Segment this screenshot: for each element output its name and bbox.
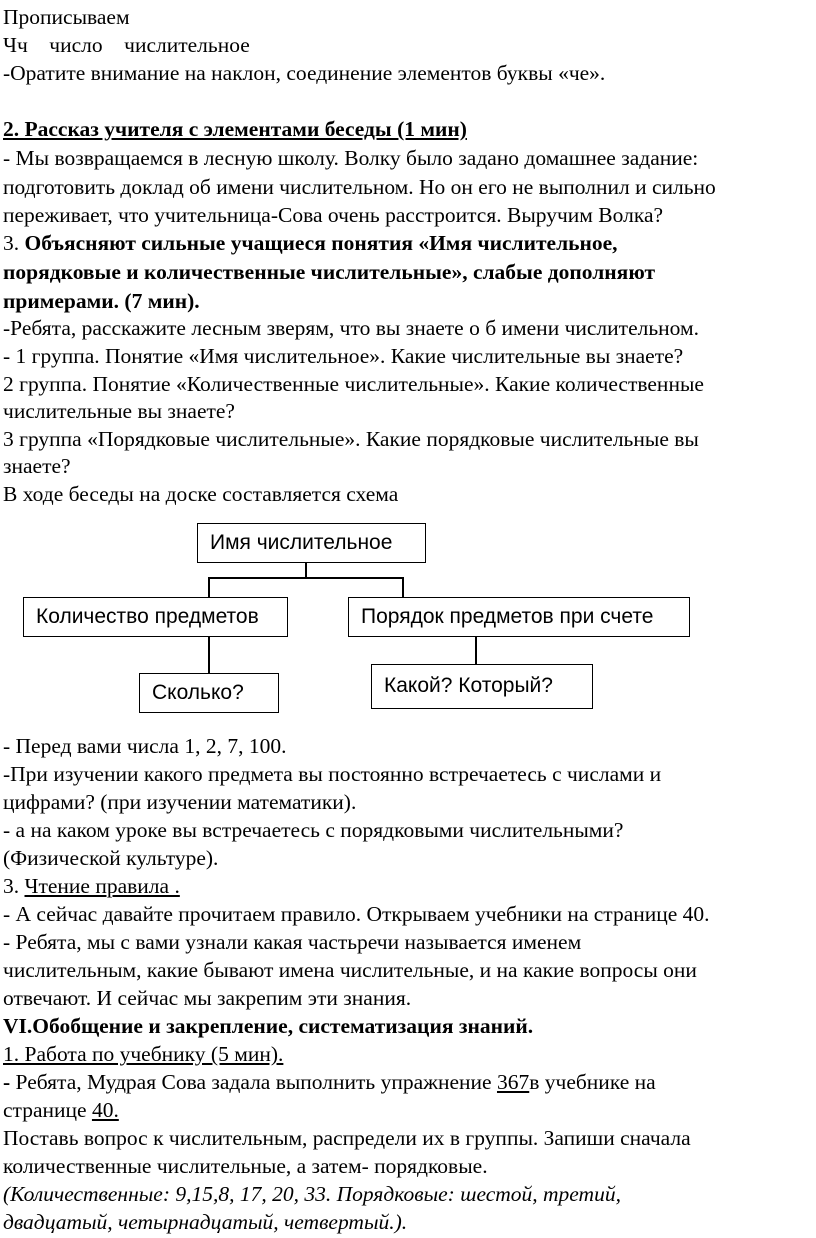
text-line: В ходе беседы на доске составляется схема — [3, 482, 399, 506]
text-line: -Ребята, расскажите лесным зверям, что вы знаете о б имени числительном. — [3, 316, 699, 340]
section-number: 3. — [3, 874, 25, 898]
section-heading-cont: примерами. (7 мин). — [3, 289, 200, 313]
connector-line — [475, 637, 477, 664]
text-line: -При изучении какого предмета вы постоянно встречаетесь с числами и — [3, 762, 662, 786]
scheme-right-box: Порядок предметов при счете — [348, 597, 690, 637]
text-line — [3, 1068, 656, 1096]
section-title: Объясняют сильные учащиеся понятия «Имя числительное, — [24, 231, 618, 255]
text-fragment: Ребята, Мудрая Сова задала выполнить упражнение — [15, 1070, 497, 1094]
section-heading — [3, 229, 618, 257]
section-heading — [3, 872, 180, 900]
text-line: подготовить доклад об имени числительном. Но он его не выполнил и сильно — [3, 175, 716, 199]
text-line: - А сейчас давайте прочитаем правило. Открываем учебники на странице 40. — [3, 902, 710, 926]
connector-line — [208, 577, 210, 597]
text-line: - а на каком уроке вы встречаетесь с порядковыми числительными? — [3, 818, 624, 842]
text-line: Чч число числительное — [3, 33, 250, 57]
text-fragment: странице — [3, 1098, 92, 1122]
text-line: числительным, какие бывают имена числительные, и на какие вопросы они — [3, 958, 697, 982]
scheme-left-box: Количество предметов — [23, 597, 288, 637]
text-line: отвечают. И сейчас мы закрепим эти знания. — [3, 986, 412, 1010]
section-title: Чтение правила . — [24, 874, 180, 898]
scheme-root-box: Имя числительное — [197, 523, 426, 563]
text-line: 2 группа. Понятие «Количественные числительные». Какие количественные — [3, 372, 704, 396]
text-line: - Ребята, мы с вами узнали какая частьречи называется именем — [3, 930, 582, 954]
section-heading: 2. Рассказ учителя с элементами беседы (1 мин) — [3, 117, 467, 141]
subsection-heading: 1. Работа по учебнику (5 мин). — [3, 1042, 284, 1066]
text-line — [3, 1096, 119, 1124]
connector-line — [208, 577, 403, 579]
connector-line — [402, 577, 404, 597]
text-fragment: в учебнике на — [529, 1070, 656, 1094]
dash: - — [3, 1070, 16, 1094]
text-line: Прописываем — [3, 5, 130, 29]
text-line: переживает, что учительница-Сова очень расстроится. Выручим Волка? — [3, 203, 664, 227]
section-number: 3. — [3, 231, 25, 255]
italic-line: двадцатый, четырнадцатый, четвертый.). — [3, 1210, 408, 1234]
text-line: количественные числительные, а затем- порядковые. — [3, 1154, 488, 1178]
connector-line — [305, 563, 307, 577]
text-line: -Оратите внимание на наклон, соединение элементов буквы «че». — [3, 61, 606, 85]
text-line: - 1 группа. Понятие «Имя числительное». Какие числительные вы знаете? — [3, 344, 684, 368]
exercise-number: 367 — [496, 1070, 530, 1094]
text-line: цифрами? (при изучении математики). — [3, 790, 357, 814]
text-line: Поставь вопрос к числительным, распредели их в группы. Запиши сначала — [3, 1126, 691, 1150]
italic-line: (Количественные: 9,15,8, 17, 20, 33. Порядковые: шестой, третий, — [3, 1182, 621, 1206]
text-line: числительные вы знаете? — [3, 399, 235, 423]
scheme-left-question-box: Сколько? — [139, 673, 279, 713]
section-heading: VI.Обобщение и закрепление, систематизация знаний. — [3, 1014, 534, 1038]
text-line: (Физической культуре). — [3, 846, 219, 870]
text-line: - Перед вами числа 1, 2, 7, 100. — [3, 734, 287, 758]
text-line: - Мы возвращаемся в лесную школу. Волку было задано домашнее задание: — [3, 146, 699, 170]
page-number: 40. — [91, 1098, 119, 1122]
scheme-right-question-box: Какой? Который? — [371, 664, 593, 709]
text-line: 3 группа «Порядковые числительные». Какие порядковые числительные вы — [3, 427, 699, 451]
connector-line — [208, 637, 210, 673]
text-line: знаете? — [3, 454, 71, 478]
section-heading-cont: порядковые и количественные числительные», слабые дополняют — [3, 260, 656, 284]
